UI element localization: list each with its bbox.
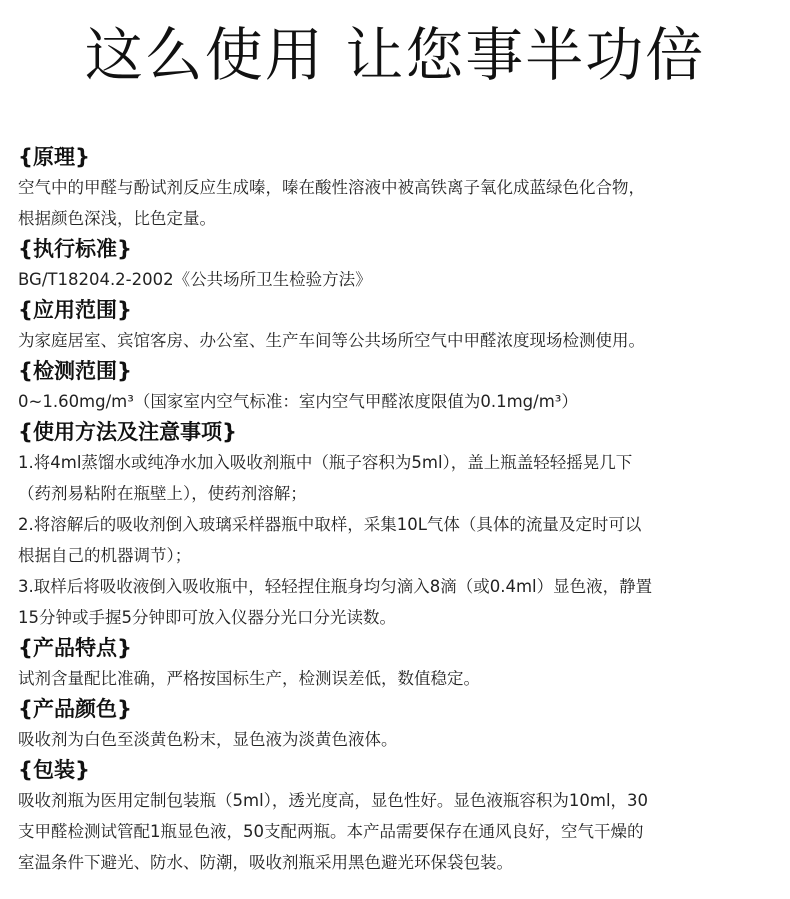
instructions-content — [18, 142, 780, 878]
section-standard — [18, 234, 780, 295]
body-line: 根据颜色深浅，比色定量。 — [18, 209, 216, 228]
body-line: （药剂易粘附在瓶壁上），使药剂溶解； — [18, 484, 307, 503]
section-packaging — [18, 755, 780, 878]
body-line: 0~1.60mg/m³（国家室内空气标准：室内空气甲醛浓度限值为0.1mg/m³） — [18, 392, 578, 411]
body-line: 试剂含量配比准确，严格按国标生产，检测误差低，数值稳定。 — [18, 669, 480, 688]
section-detection-range — [18, 356, 780, 417]
body-line: 1.将4ml蒸馏水或纯净水加入吸收剂瓶中（瓶子容积为5ml），盖上瓶盖轻轻摇晃几下 — [18, 453, 633, 472]
body-line: 15分钟或手握5分钟即可放入仪器分光口分光读数。 — [18, 608, 396, 627]
page-title: 这么使用 让您事半功倍 — [84, 21, 706, 89]
body-line: 室温条件下避光、防水、防潮，吸收剂瓶采用黑色避光环保袋包装。 — [18, 853, 513, 872]
body-line: 2.将溶解后的吸收剂倒入玻璃采样器瓶中取样，采集10L气体（具体的流量及定时可以 — [18, 515, 642, 534]
section-body — [18, 663, 780, 694]
body-line: 吸收剂为白色至淡黄色粉末，显色液为淡黄色液体。 — [18, 730, 398, 749]
body-line: 根据自己的机器调节）； — [18, 546, 192, 565]
section-product-features — [18, 633, 780, 694]
section-heading: {检测范围} — [18, 359, 132, 383]
body-line: 吸收剂瓶为医用定制包装瓶（5ml），透光度高，显色性好。显色液瓶容积为10ml，30 — [18, 791, 649, 810]
section-body — [18, 386, 780, 417]
section-heading: {包装} — [18, 758, 90, 782]
section-heading: {产品颜色} — [18, 697, 132, 721]
section-product-color — [18, 694, 780, 755]
section-heading: {使用方法及注意事项} — [18, 420, 237, 444]
section-principle — [18, 142, 780, 234]
body-line: 为家庭居室、宾馆客房、办公室、生产车间等公共场所空气中甲醛浓度现场检测使用。 — [18, 331, 645, 350]
section-usage-and-notes — [18, 417, 780, 633]
section-body — [18, 447, 780, 633]
section-body — [18, 325, 780, 356]
section-body — [18, 724, 780, 755]
body-line: 支甲醛检测试管配1瓶显色液，50支配两瓶。本产品需要保存在通风良好，空气干燥的 — [18, 822, 644, 841]
body-line: BG/T18204.2-2002《公共场所卫生检验方法》 — [18, 270, 372, 289]
body-line: 3.取样后将吸收液倒入吸收瓶中，轻轻捏住瓶身均匀滴入8滴（或0.4ml）显色液，静置 — [18, 577, 653, 596]
body-line: 空气中的甲醛与酚试剂反应生成嗪，嗪在酸性溶液中被高铁离子氧化成蓝绿色化合物， — [18, 178, 645, 197]
section-body — [18, 264, 780, 295]
section-application-scope — [18, 295, 780, 356]
section-heading: {原理} — [18, 145, 90, 169]
section-heading: {执行标准} — [18, 237, 132, 261]
section-body — [18, 172, 780, 234]
section-heading: {应用范围} — [18, 298, 132, 322]
section-heading: {产品特点} — [18, 636, 132, 660]
section-body — [18, 785, 780, 878]
